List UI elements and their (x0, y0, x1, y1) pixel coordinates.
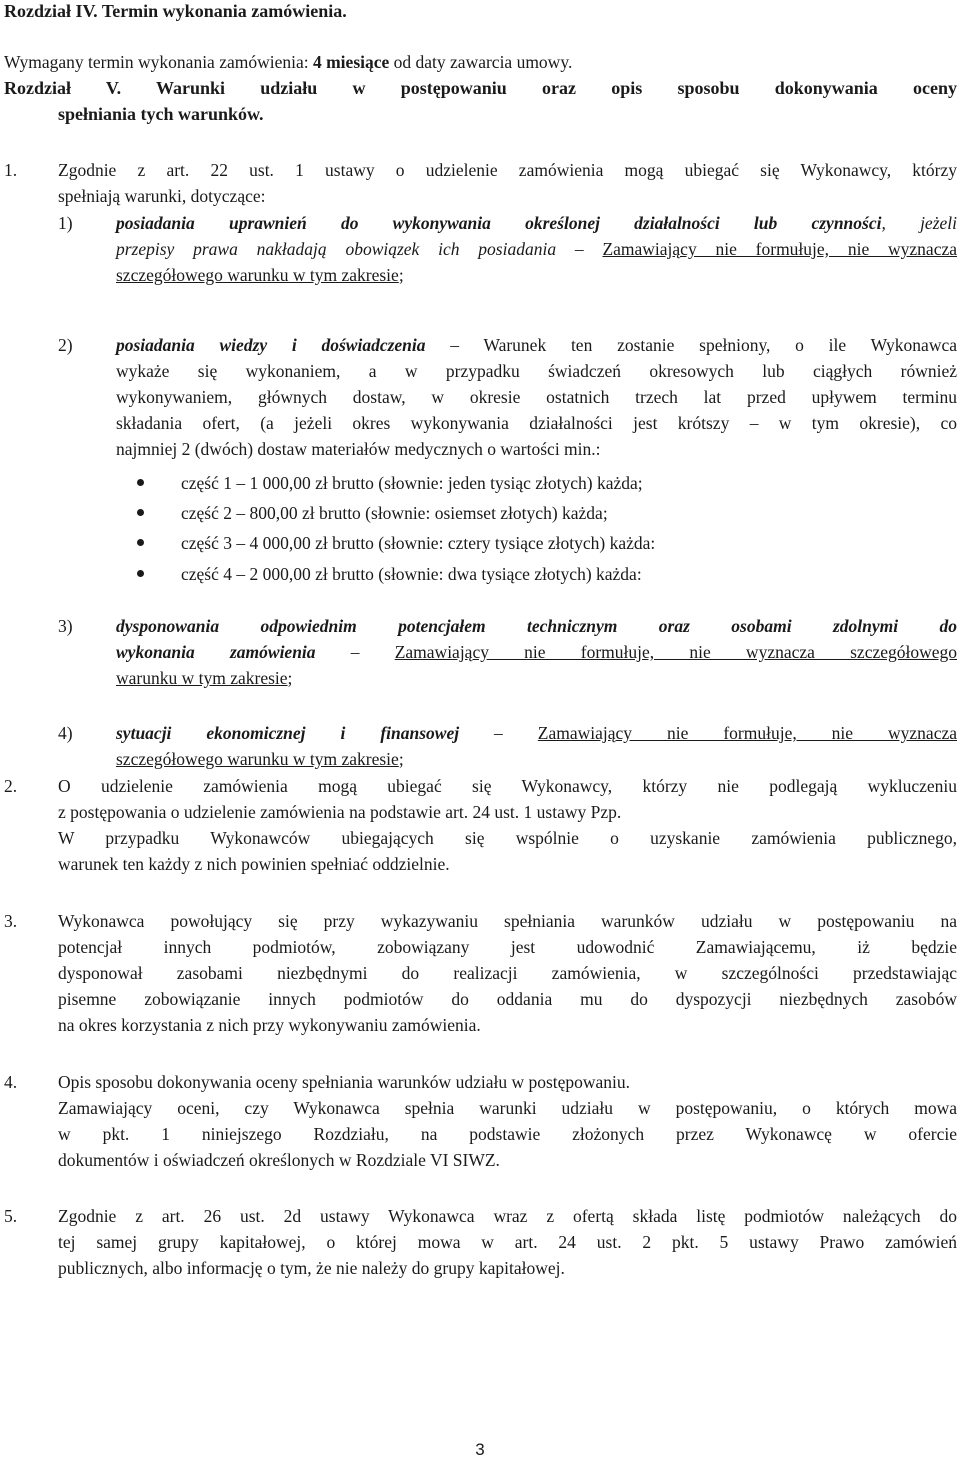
section-3-line3: dysponował zasobami niezbędnymi do realizacji zamówienia, w szczególności przedstawiając (58, 963, 957, 983)
item-2-number: 2) (58, 335, 73, 355)
section-2-line1: O udzielenie zamówienia mogą ubiegać się Wykonawcy, którzy nie podlegają wykluczeniu (58, 776, 957, 796)
item-2-title: posiadania wiedzy i doświadczenia (116, 335, 426, 355)
item-1-line1 (116, 210, 957, 236)
chapter-5-heading-line2: spełniania tych warunków. (58, 104, 264, 124)
item-2-text-1: Warunek ten zostanie spełniony, o ile Wykonawca (483, 335, 958, 355)
item-1-number: 1) (58, 213, 73, 233)
section-2-line3: W przypadku Wykonawców ubiegających się wspólnie o uzyskanie zamówienia publicznego, (58, 828, 957, 848)
item-4-underline-1: Zamawiający nie formułuje, nie wyznacza (537, 723, 957, 743)
completion-term (4, 49, 944, 75)
section-5-line3: publicznych, albo informację o tym, że nie należy do grupy kapitałowej. (58, 1258, 565, 1278)
item-3-line1 (116, 613, 957, 639)
item-1-title: posiadania uprawnień do wykonywania określonej działalności lub czynności (116, 213, 882, 233)
item-3-title-1: dysponowania odpowiednim potencjałem technicznym oraz osobami zdolnymi do (116, 616, 957, 636)
item-1-end: ; (398, 265, 404, 285)
bullet-item-part-4: część 4 – 2 000,00 zł brutto (słownie: dwa tysiące złotych) każda: (181, 564, 642, 584)
section-4-line4: dokumentów i oświadczeń określonych w Rozdziale VI SIWZ. (58, 1150, 500, 1170)
section-4-line2: Zamawiający oceni, czy Wykonawca spełnia warunki udziału w postępowaniu, o których mowa (58, 1098, 957, 1118)
section-3-line5: na okres korzystania z nich przy wykonywaniu zamówienia. (58, 1015, 481, 1035)
section-5-line2: tej samej grupy kapitałowej, o której mowa w art. 24 ust. 2 pkt. 5 ustawy Prawo zamówień (58, 1232, 957, 1252)
item-4-dash: – (459, 723, 538, 743)
section-3-number: 3. (4, 911, 18, 931)
item-4-title: sytuacji ekonomicznej i finansowej (116, 723, 460, 743)
item-1-italic: przepisy prawa nakładają obowiązek ich posiadania (116, 239, 557, 259)
item-2-line1 (116, 332, 957, 358)
chapter-4-heading: Rozdział IV. Termin wykonania zamówienia. (4, 1, 347, 21)
section-1-intro-line2: spełniają warunki, dotyczące: (58, 186, 266, 206)
section-4-number: 4. (4, 1072, 18, 1092)
item-2-line5: najmniej 2 (dwóch) dostaw materiałów medycznych o wartości min.: (116, 439, 601, 459)
item-2-line2: wykaże się wykonaniem, a w przypadku świadczeń okresowych lub ciągłych również (116, 361, 957, 381)
item-3-underline-1: Zamawiający nie formułuje, nie wyznacza szczegółowego (394, 642, 958, 662)
section-4-line1: Opis sposobu dokonywania oceny spełniania warunków udziału w postępowaniu. (58, 1072, 631, 1092)
item-3-end: ; (287, 668, 293, 688)
bullet-item-part-1: część 1 – 1 000,00 zł brutto (słownie: jeden tysiąc złotych) każda; (181, 473, 643, 493)
item-4-end: ; (398, 749, 404, 769)
item-2-dash: – (425, 335, 484, 355)
item-4-line1 (116, 720, 957, 746)
item-4-number: 4) (58, 723, 73, 743)
item-1-line2 (116, 236, 957, 262)
item-4-underline-2: szczegółowego warunku w tym zakresie (116, 749, 399, 769)
section-3-line1: Wykonawca powołujący się przy wykazywaniu spełniania warunków udziału w postępowaniu na (58, 911, 957, 931)
term-prefix: Wymagany termin wykonania zamówienia: (4, 52, 313, 72)
item-1-title-tail: , jeżeli (881, 213, 957, 233)
section-1-intro-line1: Zgodnie z art. 22 ust. 1 ustawy o udzielenie zamówienia mogą ubiegać się Wykonawcy, którzy (58, 160, 957, 180)
term-suffix: od daty zawarcia umowy. (389, 52, 573, 72)
term-duration: 4 miesiące (312, 52, 390, 72)
section-1-number: 1. (4, 160, 18, 180)
section-4-line3: w pkt. 1 niniejszego Rozdziału, na podstawie złożonych przez Wykonawcę w ofercie (58, 1124, 957, 1144)
section-5-number: 5. (4, 1206, 18, 1226)
item-3-line3 (116, 665, 957, 691)
page-number: 3 (475, 1440, 485, 1459)
bullet-icon (137, 570, 144, 577)
item-1-underline-2: szczegółowego warunku w tym zakresie (116, 265, 399, 285)
item-1-line3 (116, 262, 957, 288)
item-3-dash: – (315, 642, 395, 662)
bullet-icon (137, 539, 144, 546)
bullet-item-part-2: część 2 – 800,00 zł brutto (słownie: osiemset złotych) każda; (181, 503, 608, 523)
item-2-line3: wykonywaniem, głównych dostaw, w okresie ostatnich trzech lat przed upływem terminu (116, 387, 957, 407)
bullet-icon (137, 479, 144, 486)
item-4-line2 (116, 746, 957, 772)
bullet-icon (137, 509, 144, 516)
section-2-number: 2. (4, 776, 18, 796)
chapter-5-heading-line1: Rozdział V. Warunki udziału w postępowaniu oraz opis sposobu dokonywania oceny (4, 78, 957, 98)
section-3-line2: potencjał innych podmiotów, zobowiązany jest udowodnić Zamawiającemu, iż będzie (58, 937, 957, 957)
item-2-line4: składania ofert, (a jeżeli okres wykonywania działalności jest krótszy – w tym okresie), co (116, 413, 957, 433)
item-3-number: 3) (58, 616, 73, 636)
section-2-line2: z postępowania o udzielenie zamówienia na podstawie art. 24 ust. 1 ustawy Pzp. (58, 802, 622, 822)
item-1-dash: – (556, 239, 603, 259)
item-3-line2 (116, 639, 957, 665)
item-3-title-2: wykonania zamówienia (116, 642, 316, 662)
section-5-line1: Zgodnie z art. 26 ust. 2d ustawy Wykonawca wraz z ofertą składa listę podmiotów należących do (58, 1206, 957, 1226)
bullet-item-part-3: część 3 – 4 000,00 zł brutto (słownie: cztery tysiące złotych) każda: (181, 533, 656, 553)
section-3-line4: pisemne zobowiązanie innych podmiotów do oddania mu do dyspozycji niezbędnych zasobów (58, 989, 957, 1009)
item-1-underline-1: Zamawiający nie formułuje, nie wyznacza (602, 239, 957, 259)
section-2-line4: warunek ten każdy z nich powinien spełniać oddzielnie. (58, 854, 450, 874)
item-3-underline-2: warunku w tym zakresie (116, 668, 288, 688)
